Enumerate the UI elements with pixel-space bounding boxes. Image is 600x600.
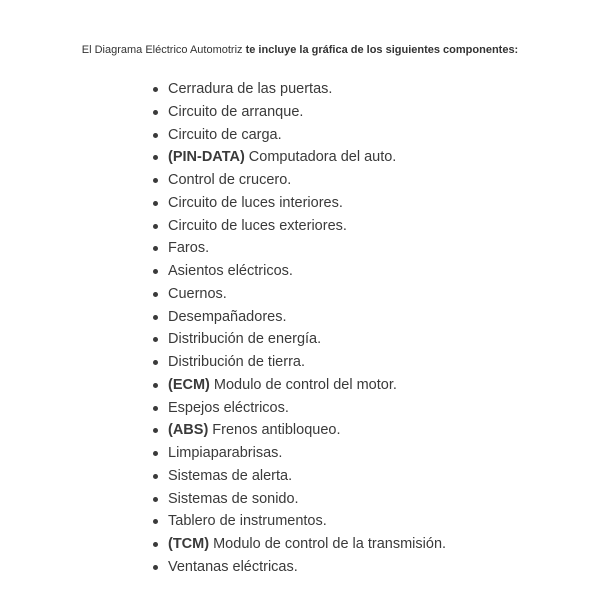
item-text: Desempañadores. <box>168 308 287 325</box>
bullet-icon <box>153 337 158 342</box>
bullet-icon <box>153 565 158 570</box>
item-text: Espejos eléctricos. <box>168 399 289 416</box>
item-text: Faros. <box>168 240 210 257</box>
intro-text: El Diagrama Eléctrico Automotriz <box>81 44 246 56</box>
list-item <box>150 260 446 283</box>
list-item <box>150 510 446 533</box>
list-item <box>150 488 446 511</box>
item-text: Distribución de energía. <box>168 331 322 348</box>
list-item <box>150 397 446 420</box>
item-prefix: (PIN-DATA) <box>168 149 245 166</box>
item-text: Ventanas eléctricas. <box>168 558 298 575</box>
bullet-icon <box>153 155 158 160</box>
list-item <box>150 78 446 101</box>
intro-paragraph <box>0 42 600 58</box>
list-item <box>150 328 446 351</box>
bullet-icon <box>153 497 158 502</box>
list-item <box>150 192 446 215</box>
item-text: Frenos antibloqueo. <box>208 422 341 439</box>
item-text: Modulo de control del motor. <box>209 376 397 393</box>
bullet-icon <box>153 406 158 411</box>
item-text: Sistemas de sonido. <box>168 490 299 507</box>
list-item <box>150 419 446 442</box>
item-text: Tablero de instrumentos. <box>168 513 327 530</box>
bullet-icon <box>153 451 158 456</box>
item-text: Circuito de luces interiores. <box>168 194 343 211</box>
item-text: Cuernos. <box>168 285 227 302</box>
bullet-icon <box>153 133 158 138</box>
item-text: Control de crucero. <box>168 172 292 188</box>
bullet-icon <box>153 360 158 365</box>
item-text: Modulo de control de la transmisión. <box>209 536 447 552</box>
bullet-icon <box>153 87 158 92</box>
bullet-icon <box>153 201 158 206</box>
bullet-icon <box>153 178 158 183</box>
bullet-icon <box>153 542 158 547</box>
list-item <box>150 124 446 147</box>
item-text: Cerradura de las puertas. <box>168 81 333 97</box>
item-prefix: (ECM) <box>168 376 210 393</box>
item-text: Limpiaparabrisas. <box>168 445 283 461</box>
bullet-icon <box>153 519 158 524</box>
list-item <box>150 101 446 124</box>
item-prefix: (ABS) <box>168 422 209 439</box>
list-item <box>150 556 446 579</box>
bullet-icon <box>153 246 158 251</box>
item-prefix: (TCM) <box>168 536 210 552</box>
item-text: Computadora del auto. <box>244 149 397 166</box>
list-item <box>150 442 446 465</box>
list-item <box>150 237 446 260</box>
item-text: Distribución de tierra. <box>168 354 305 370</box>
item-text: Circuito de luces exteriores. <box>168 217 347 234</box>
bullet-icon <box>153 110 158 115</box>
list-item <box>150 306 446 329</box>
item-text: Circuito de carga. <box>168 126 282 143</box>
list-item <box>150 146 446 169</box>
item-text: Asientos eléctricos. <box>168 263 293 279</box>
list-item <box>150 465 446 488</box>
bullet-icon <box>153 383 158 388</box>
list-item <box>150 283 446 306</box>
intro-bold-text: te incluye la gráfica de los siguientes componentes: <box>245 44 519 56</box>
item-text: Sistemas de alerta. <box>168 467 293 484</box>
bullet-icon <box>153 428 158 433</box>
bullet-icon <box>153 474 158 479</box>
list-item <box>150 351 446 374</box>
item-text: Circuito de arranque. <box>168 103 304 120</box>
list-item <box>150 169 446 192</box>
list-item <box>150 533 446 556</box>
list-item <box>150 215 446 238</box>
bullet-icon <box>153 269 158 274</box>
bullet-icon <box>153 292 158 297</box>
bullet-icon <box>153 224 158 229</box>
component-list <box>150 78 446 579</box>
list-item <box>150 374 446 397</box>
bullet-icon <box>153 315 158 320</box>
